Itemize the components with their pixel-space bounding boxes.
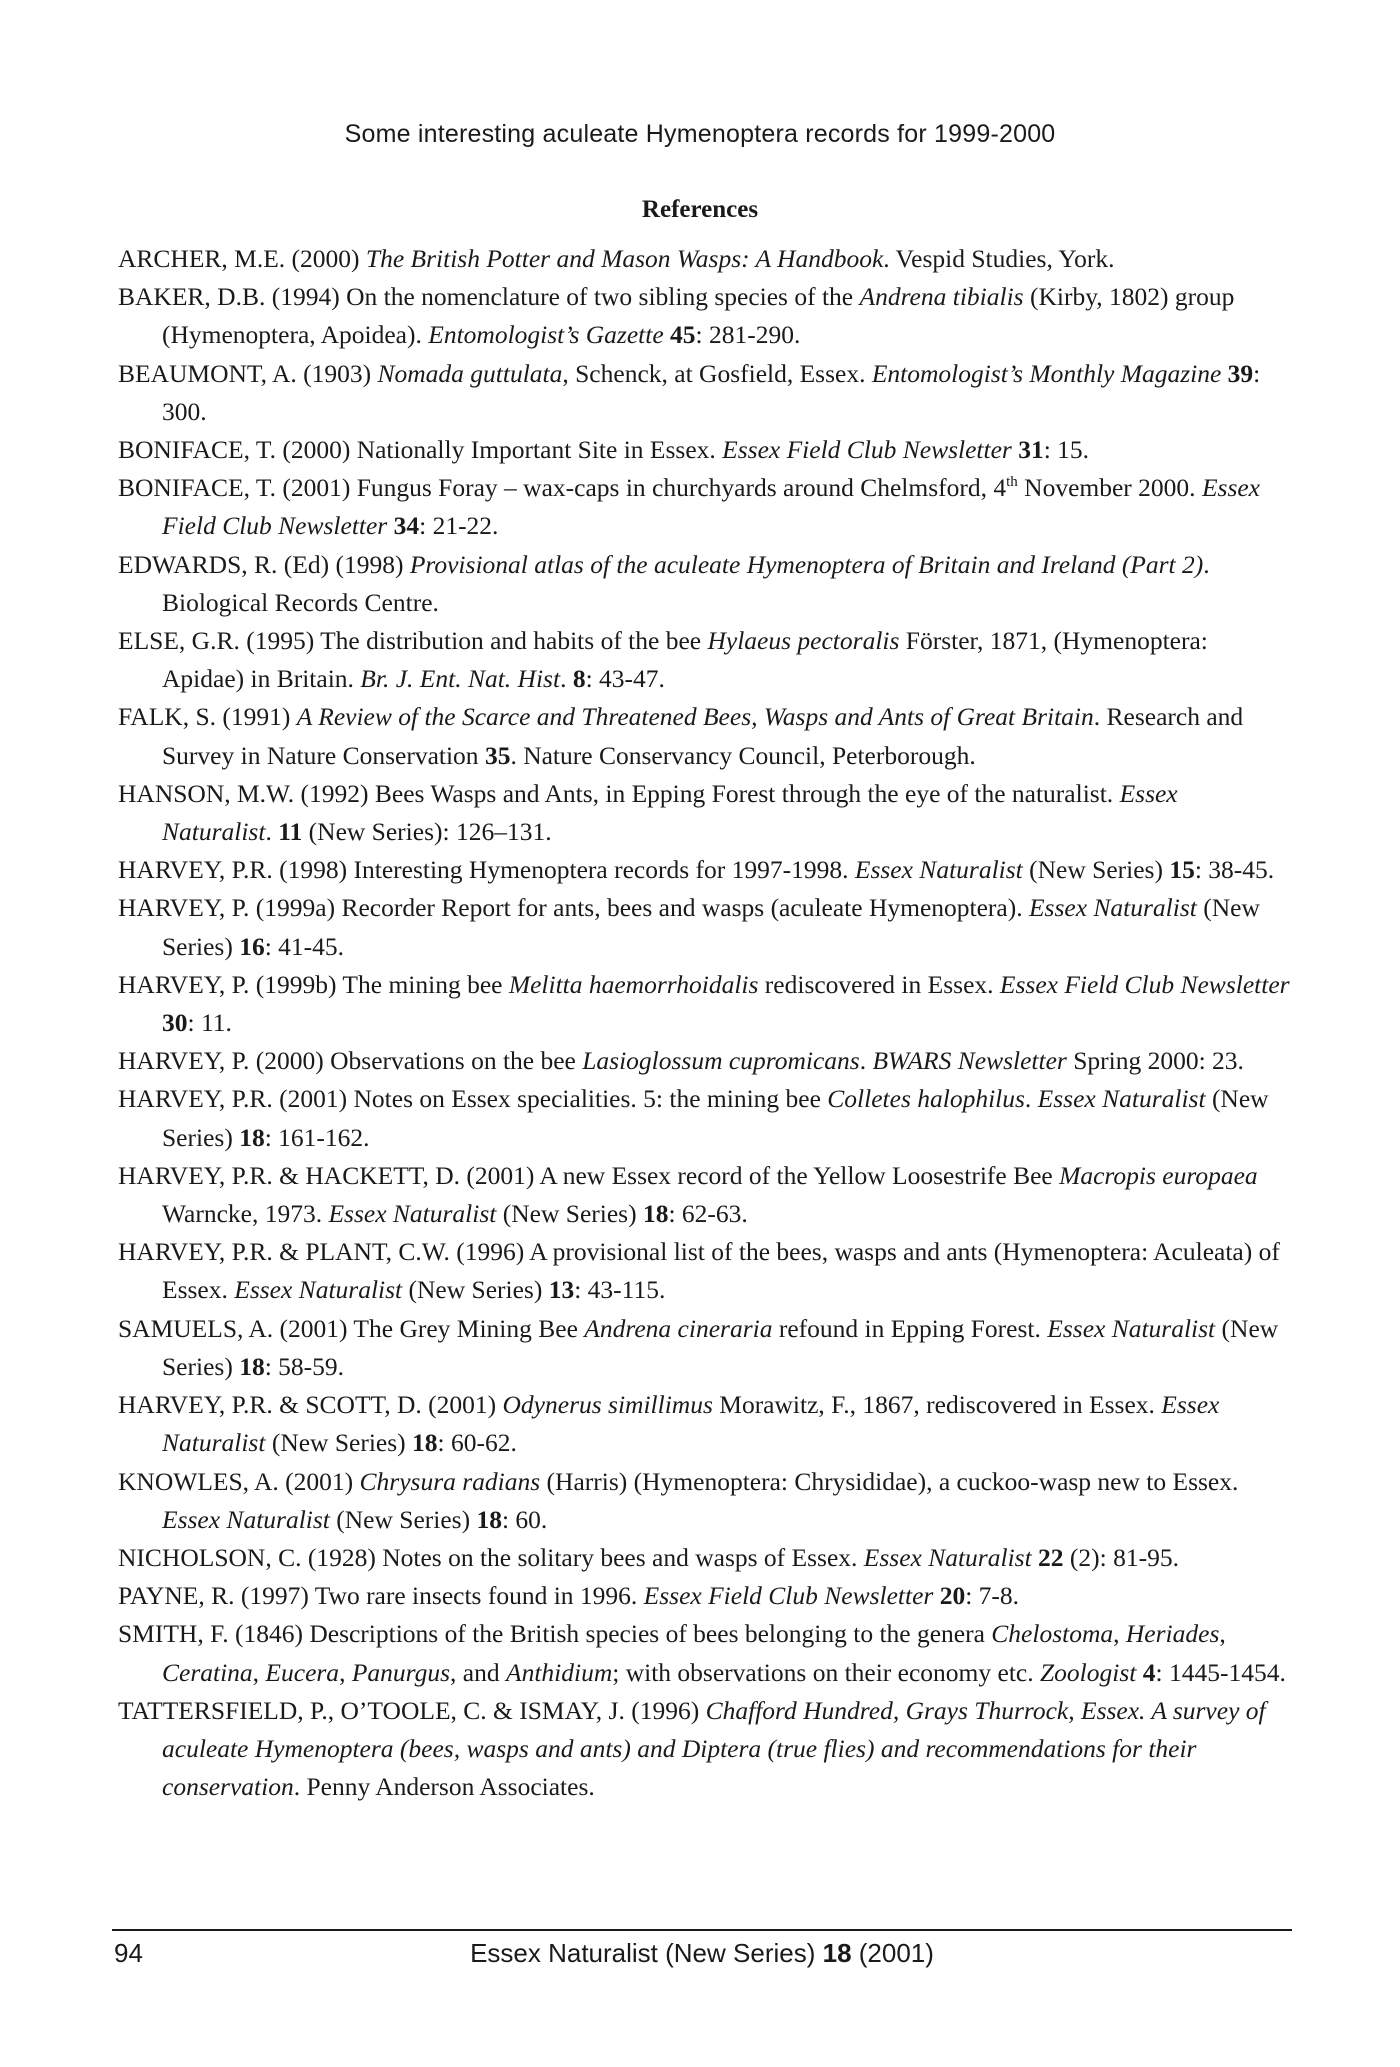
italic-text: Colletes halophilus [827,1084,1025,1114]
reference-text: (New Series) [265,1428,413,1458]
reference-text: : 62-63. [668,1199,748,1229]
reference-text: , [1219,1619,1226,1649]
bold-text: 39 [1227,358,1254,388]
reference-text: (New Series) [496,1199,643,1229]
reference-entry [118,1463,1290,1539]
italic-text: Nomada guttulata [377,358,563,388]
italic-text: BWARS Newsletter [872,1046,1067,1076]
reference-entry [118,1386,1290,1462]
bold-text: 34 [393,511,420,541]
reference-text: : 15. [1043,435,1090,465]
bold-text: 30 [162,1008,188,1038]
italic-text: Ceratina [162,1657,253,1687]
italic-text: Chrysura radians [359,1466,541,1496]
reference-text: FALK, S. (1991) [118,702,297,732]
reference-text: rediscovered in Essex. [758,969,1000,999]
italic-text: Essex Naturalist [863,1542,1032,1572]
reference-text: : 7-8. [965,1581,1020,1611]
italic-text: Essex Naturalist [1028,893,1197,923]
italic-text: Essex Field Club Newsletter [999,969,1290,999]
reference-text: refound in Epping Forest. [772,1313,1048,1343]
reference-text: : 21-22. [419,511,499,541]
bold-text: 13 [548,1275,575,1305]
bold-text: 15 [1169,855,1195,885]
reference-text: . Penny Anderson Associates. [293,1772,595,1802]
italic-text: Entomologist’s Gazette [428,320,664,350]
footer-journal-citation [112,1938,1292,1969]
reference-text: , [252,1657,266,1687]
reference-text: : 38-45. [1194,855,1275,885]
italic-text: Macropis europaea [1059,1160,1258,1190]
italic-text: Chelostoma [991,1619,1114,1649]
italic-text: Essex Naturalist [854,855,1023,885]
reference-text: (New Series) [162,1313,1279,1381]
reference-text: BONIFACE, T. (2001) Fungus Foray – wax-caps in churchyards around Chelmsford, 4 [118,473,1007,503]
reference-entry [118,851,1290,889]
page-footer [112,1938,1292,1978]
reference-entry [118,1539,1290,1577]
reference-text: , Schenck, at Gosfield, Essex. [562,358,872,388]
bold-text: 31 [1018,435,1044,465]
reference-text: SAMUELS, A. (2001) The Grey Mining Bee [118,1313,585,1343]
reference-text: HARVEY, P.R. (2001) Notes on Essex specialities. 5: the mining bee [118,1084,828,1114]
reference-entry [118,966,1290,1042]
reference-entry [118,622,1290,698]
reference-text: (New Series) [162,893,1260,961]
reference-text: Morawitz, F., 1867, rediscovered in Essex. [712,1390,1162,1420]
italic-text: Odynerus simillimus [502,1390,713,1420]
reference-entry [118,355,1290,431]
reference-text: : 60. [501,1504,548,1534]
reference-entry [118,1042,1290,1080]
reference-text: . [560,664,573,694]
page-number: 94 [114,1938,143,1968]
reference-text: : 281-290. [695,320,801,350]
footer-year: (2001) [851,1938,934,1968]
italic-text: Essex Naturalist [162,778,1178,847]
italic-text: Essex Field Club Newsletter [643,1581,934,1611]
reference-text: HARVEY, P.R. & HACKETT, D. (2001) A new Essex record of the Yellow Loosestrife Bee [118,1160,1060,1190]
reference-text: : 60-62. [437,1428,517,1458]
italic-text: Andrena tibialis [859,282,1024,312]
reference-text: SMITH, F. (1846) Descriptions of the British species of bees belonging to the genera [118,1619,992,1649]
reference-entry [118,1080,1290,1156]
reference-entry [118,546,1290,622]
reference-text: (New Series): 126–131. [302,817,552,847]
reference-entry [118,431,1290,469]
reference-entry [118,1692,1290,1807]
italic-text: Provisional atlas of the aculeate Hymenoptera of Britain and Ireland (Part 2) [409,549,1204,579]
reference-text: (New Series) [402,1275,549,1305]
italic-text: Br. J. Ent. Nat. Hist [360,664,561,694]
reference-entry [118,240,1290,278]
italic-text: Panurgus [351,1657,451,1687]
reference-text: : 58-59. [264,1351,345,1381]
bold-text: 18 [239,1122,265,1152]
bold-text: 18 [239,1351,265,1381]
footer-divider [112,1929,1292,1931]
reference-text: . Research and Survey in Nature Conservation [162,702,1244,770]
italic-text: Essex Naturalist [162,1504,330,1534]
reference-entry [118,698,1290,774]
italic-text: A Review of the Scarce and Threatened Bees, Wasps and Ants of Great Britain [296,702,1094,732]
reference-text: (2): 81-95. [1063,1542,1179,1572]
reference-text: : 41-45. [264,931,345,961]
bold-text: 16 [239,931,265,961]
reference-text: . Nature Conservancy Council, Peterborough. [510,740,976,770]
reference-entry [118,278,1290,354]
italic-text: Melitta haemorrhoidalis [508,969,759,999]
italic-text: Eucera [265,1657,340,1687]
bold-text: 18 [642,1199,669,1229]
reference-text: : 43-115. [574,1275,666,1305]
reference-entry [118,1157,1290,1233]
reference-text: Förster, 1871, (Hymenoptera: Apidae) in Britain. [162,626,1208,694]
reference-text: (Kirby, 1802) group (Hymenoptera, Apoidea). [162,282,1235,350]
reference-text: , [339,1657,352,1687]
italic-text: Essex Naturalist [1047,1313,1216,1343]
reference-text: . [1024,1084,1038,1114]
reference-text: (Harris) (Hymenoptera: Chrysididae), a cuckoo-wasp new to Essex. [540,1466,1239,1496]
section-heading-references: References [641,196,759,223]
bold-text: 22 [1038,1542,1064,1572]
reference-entry [118,1577,1290,1615]
footer-journal-name: Essex Naturalist (New Series) [470,1938,823,1968]
reference-entry [118,775,1290,851]
reference-entry [118,1233,1290,1309]
italic-text: Entomologist’s Monthly Magazine [871,358,1222,388]
reference-text: TATTERSFIELD, P., O’TOOLE, C. & ISMAY, J. (1996) [118,1695,706,1725]
italic-text: Chafford Hundred, Grays Thurrock, Essex. A survey of aculeate Hymenoptera (bees, wasps and ants) and Diptera (true flies) and recommendations for their conservation [162,1695,1266,1802]
reference-text: HARVEY, P.R. & SCOTT, D. (2001) [118,1390,503,1420]
italic-text: Essex Field Club Newsletter [722,435,1012,465]
italic-text: Essex Field Club Newsletter [162,473,1260,541]
reference-text: Spring 2000: 23. [1066,1046,1244,1076]
reference-text: November 2000. [1017,473,1202,503]
reference-text: : 300. [162,358,1261,426]
reference-text: KNOWLES, A. (2001) [118,1466,360,1496]
reference-text: BEAUMONT, A. (1903) [118,358,378,388]
reference-text: ELSE, G.R. (1995) The distribution and habits of the bee [118,626,708,656]
bold-text: 4 [1142,1657,1156,1687]
footer-volume: 18 [822,1938,852,1968]
italic-text: Anthidium [506,1657,613,1687]
reference-text: (New Series) [329,1504,477,1534]
reference-text: EDWARDS, R. (Ed) (1998) [118,549,410,579]
reference-text: , and [450,1657,506,1687]
reference-text: : 161-162. [264,1122,370,1152]
reference-text: NICHOLSON, C. (1928) Notes on the solitary bees and wasps of Essex. [118,1542,864,1572]
reference-text: . Biological Records Centre. [162,549,1210,617]
bold-text: 8 [572,664,586,694]
reference-text: HARVEY, P.R. & PLANT, C.W. (1996) A provisional list of the bees, wasps and ants (Hymenoptera: Aculeata) of Essex. [118,1237,1280,1305]
reference-entry [118,889,1290,965]
reference-text: ARCHER, M.E. (2000) [118,244,366,273]
italic-text: Essex Naturalist [328,1199,497,1229]
italic-text: Heriades [1125,1619,1220,1649]
italic-text: Essex Naturalist [234,1275,403,1305]
bold-text: 11 [278,817,303,847]
italic-text: Andrena cineraria [584,1313,773,1343]
bold-text: 20 [939,1581,966,1611]
superscript-text: th [1006,474,1018,491]
italic-text: The British Potter and Mason Wasps: A Handbook [365,244,884,273]
reference-text: HARVEY, P. (1999a) Recorder Report for ants, bees and wasps (aculeate Hymenoptera). [118,893,1029,923]
reference-text: BAKER, D.B. (1994) On the nomenclature of two sibling species of the [118,282,860,312]
bold-text: 35 [484,740,511,770]
reference-text: (New Series) [1022,855,1170,885]
reference-text: (New Series) [162,1084,1269,1152]
reference-text: . Vespid Studies, York. [883,244,1115,273]
reference-list [118,240,1290,1806]
italic-text: Hylaeus pectoralis [707,626,900,656]
reference-text: HARVEY, P. (2000) Observations on the bee [118,1046,583,1076]
reference-entry [118,1615,1290,1691]
italic-text: Zoologist [1040,1657,1137,1687]
reference-text: , [1113,1619,1126,1649]
reference-entry [118,469,1290,545]
running-head-title: Some interesting aculeate Hymenoptera records for 1999-2000 [344,120,1056,148]
reference-text: HANSON, M.W. (1992) Bees Wasps and Ants, in Epping Forest through the eye of the naturalist. [118,778,1120,808]
reference-text: ; with observations on their economy etc. [612,1657,1040,1687]
reference-text: : 43-47. [585,664,665,694]
bold-text: 45 [670,320,696,350]
reference-text: . [859,1046,873,1076]
italic-text: Essex Naturalist [162,1390,1220,1458]
reference-text: : 1445-1454. [1155,1657,1286,1687]
reference-text: BONIFACE, T. (2000) Nationally Important Site in Essex. [118,435,723,465]
reference-text: HARVEY, P.R. (1998) Interesting Hymenoptera records for 1997-1998. [118,855,855,885]
reference-text: : 11. [187,1008,232,1038]
reference-text: PAYNE, R. (1997) Two rare insects found in 1996. [118,1581,644,1611]
bold-text: 18 [412,1428,438,1458]
reference-text: HARVEY, P. (1999b) The mining bee [118,969,509,999]
italic-text: Lasioglossum cupromicans [582,1046,860,1076]
italic-text: Essex Naturalist [1037,1084,1206,1114]
reference-entry [118,1310,1290,1386]
reference-text: . [265,817,279,847]
bold-text: 18 [476,1504,502,1534]
reference-text: Warncke, 1973. [162,1199,329,1229]
